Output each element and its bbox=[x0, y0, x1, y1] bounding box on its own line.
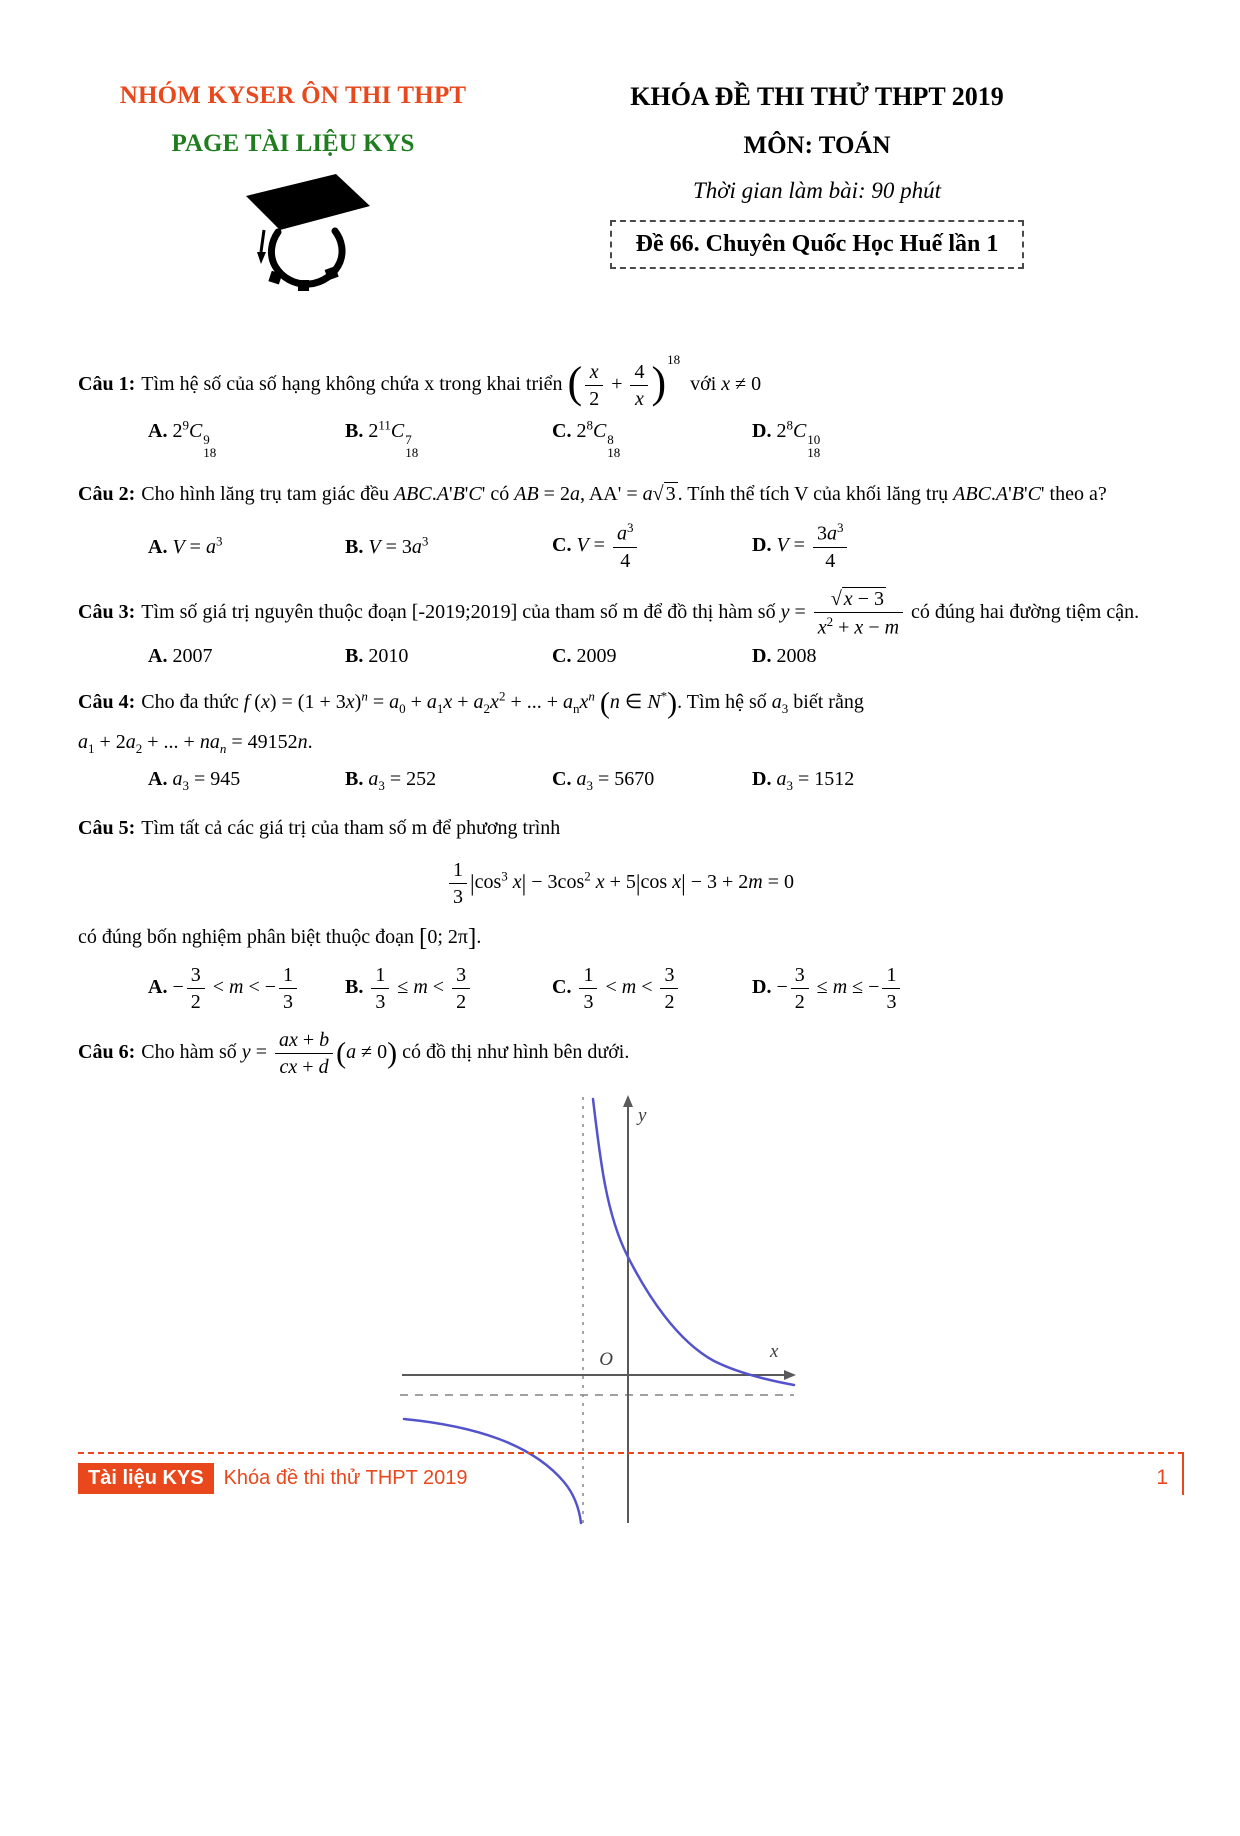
options-row bbox=[148, 520, 1162, 573]
option-b: B. $2^{11}C$ 7 18 bbox=[345, 416, 419, 461]
question-1 bbox=[78, 347, 1162, 460]
option-b: B. $\frac{1}{3}$ ≤ m < $\frac{3}{2}$ bbox=[345, 963, 552, 1014]
question-text: Tìm tất cả các giá trị của tham số m để phương trình bbox=[141, 817, 561, 840]
org-name: NHÓM KYSER ÔN THI THPT bbox=[119, 82, 467, 109]
question-label: Câu 1: bbox=[78, 373, 136, 395]
option-d: D. $a_3 = 1512$ bbox=[752, 768, 855, 794]
hyperbola-right-branch bbox=[593, 1099, 794, 1385]
footer-badge: Tài liệu KYS bbox=[78, 1463, 214, 1494]
options-row bbox=[148, 768, 1162, 794]
options-row bbox=[148, 963, 1162, 1014]
option-d: D. 2008 bbox=[752, 645, 817, 668]
option-a: A. 2007 bbox=[148, 645, 213, 668]
question-label: Câu 6: bbox=[78, 1041, 136, 1064]
question-4 bbox=[78, 682, 1162, 794]
question-text: Cho hình lăng trụ tam giác đều ABC.A'B'C' có AB = 2a, AA' = a√ 3 . Tính thể tích V của khối lăng trụ ABC.A'B'C' theo a? bbox=[141, 482, 1107, 505]
question-text: Cho hàm số y = $\frac{ax + b}{cx + d}$ (a ≠ 0) có đồ thị như hình bên dưới. bbox=[141, 1029, 630, 1079]
subject-title: MÔN: TOÁN bbox=[743, 132, 891, 159]
footer bbox=[78, 1452, 1184, 1495]
question-text-line2: $a_1 + 2a_2$ + ... + $na_n = 49152n$. bbox=[78, 731, 313, 757]
x-axis-arrow bbox=[784, 1370, 796, 1380]
option-a: A. $V = a^3$ bbox=[148, 533, 223, 559]
option-c: C. $2^8C$ 8 18 bbox=[552, 416, 621, 461]
origin-label: O bbox=[599, 1349, 613, 1371]
page-name: PAGE TÀI LIỆU KYS bbox=[171, 130, 415, 157]
footer-text: Khóa đề thi thử THPT 2019 bbox=[223, 1466, 468, 1489]
option-c: C. V = $\frac{a^3}{4}$ bbox=[552, 520, 752, 573]
y-axis-arrow bbox=[623, 1095, 633, 1107]
option-d: D. V = $\frac{3a^3}{4}$ bbox=[752, 520, 1162, 573]
question-label: Câu 4: bbox=[78, 691, 136, 714]
page-number: 1 bbox=[1156, 1466, 1168, 1490]
question-label: Câu 3: bbox=[78, 600, 136, 623]
question-5 bbox=[78, 808, 1162, 1014]
question-text: Tìm hệ số của số hạng không chứa x trong khai triển ( $\frac{x}{2}$ + $\frac{4}{x}$ )$^{18}$ với x ≠ 0 bbox=[141, 352, 762, 410]
question-text: Cho đa thức f $(x) = (1 + 3x)^n = a_0 + a_1x + a_2x^2$ + ... + $a_nx^n$ (n ∈ N*). Tìm hệ số $a_3$ biết rằng bbox=[141, 686, 864, 720]
question-text: Tìm số giá trị nguyên thuộc đoạn [-2019;2019] của tham số m để đồ thị hàm số y = $\frac{√ x - 3}{x^2 + x - m}$ có đúng hai đường tiệm cận. bbox=[141, 587, 1140, 639]
question-label: Câu 5: bbox=[78, 817, 136, 840]
footer-divider bbox=[1182, 1453, 1184, 1495]
question-3 bbox=[78, 587, 1162, 669]
option-b: B. 2010 bbox=[345, 645, 409, 668]
question-text-line2: có đúng bốn nghiệm phân biệt thuộc đoạn [0; 2π]. bbox=[78, 924, 482, 952]
option-a: A. $a_3 = 945$ bbox=[148, 768, 241, 794]
question-equation: $\frac{1}{3}$ $|\cos^3$ $x| - 3\cos^2$ x + 5|cos x| − 3 + 2m = 0 bbox=[78, 858, 1162, 909]
option-b: B. $V = 3a^3$ bbox=[345, 533, 429, 559]
question-list bbox=[78, 347, 1162, 1531]
option-a: A. − $\frac{3}{2}$ < m < − $\frac{1}{3}$ bbox=[148, 963, 345, 1014]
option-b: B. $a_3 = 252$ bbox=[345, 768, 437, 794]
option-c: C. $a_3 = 5670$ bbox=[552, 768, 655, 794]
exam-page bbox=[0, 82, 1240, 1531]
option-a: A. $2^9C$ 9 18 bbox=[148, 416, 217, 461]
options-row bbox=[148, 417, 1162, 460]
y-axis-label: y bbox=[638, 1105, 647, 1127]
option-c: C. $\frac{1}{3}$ < m < $\frac{3}{2}$ bbox=[552, 963, 752, 1014]
x-axis-label: x bbox=[770, 1341, 779, 1363]
options-row bbox=[148, 645, 1162, 668]
header-left bbox=[78, 82, 508, 301]
graduation-cap-gear-logo-icon bbox=[78, 168, 508, 301]
option-d: D. $2^8C$ 10 18 bbox=[752, 416, 821, 461]
header-right bbox=[532, 82, 1102, 301]
question-2 bbox=[78, 474, 1162, 573]
option-c: C. 2009 bbox=[552, 645, 617, 668]
header bbox=[78, 82, 1162, 301]
exam-code-box: Đề 66. Chuyên Quốc Học Huế lần 1 bbox=[610, 220, 1025, 269]
question-label: Câu 2: bbox=[78, 482, 136, 505]
duration-note: Thời gian làm bài: 90 phút bbox=[692, 178, 942, 203]
option-d: D. − $\frac{3}{2}$ ≤ m ≤ − $\frac{1}{3}$ bbox=[752, 963, 1162, 1014]
exam-series-title: KHÓA ĐỀ THI THỬ THPT 2019 bbox=[630, 82, 1004, 111]
